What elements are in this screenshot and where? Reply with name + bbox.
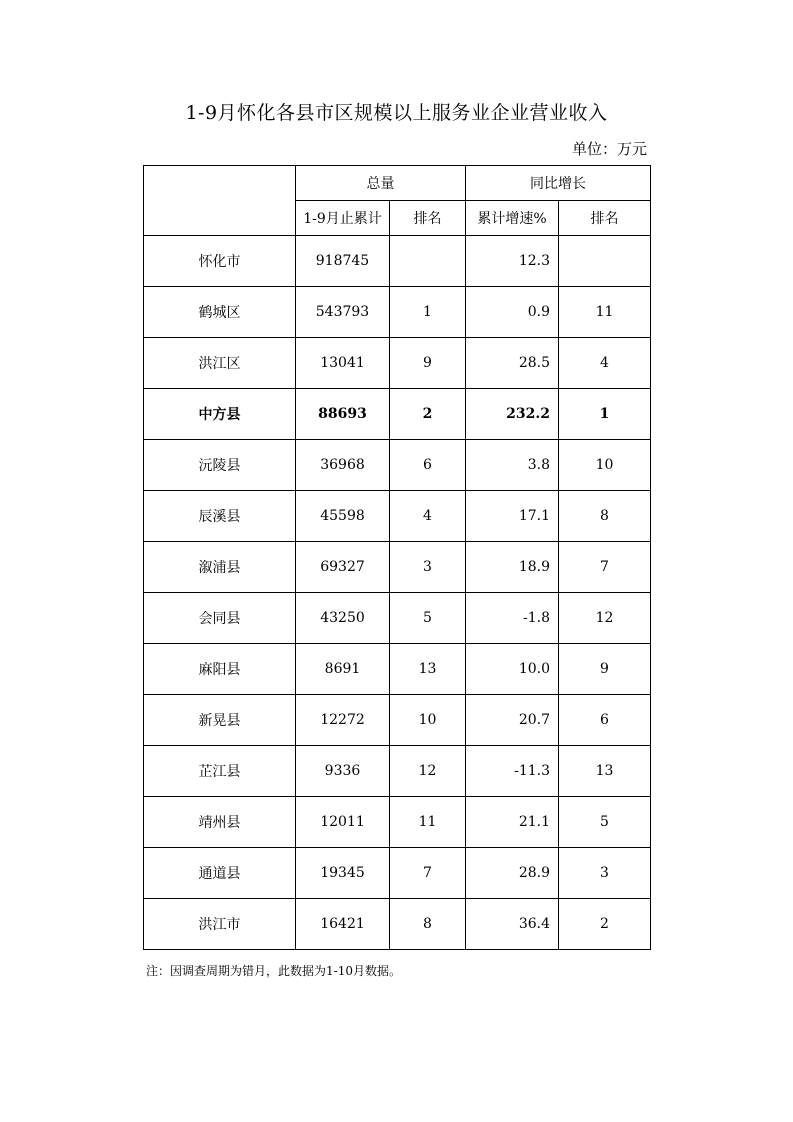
region-name: 芷江县	[144, 746, 296, 797]
total-rank: 2	[390, 389, 466, 440]
growth-rank: 2	[559, 899, 651, 950]
region-name: 洪江区	[144, 338, 296, 389]
total-value: 8691	[296, 644, 390, 695]
region-name: 溆浦县	[144, 542, 296, 593]
region-name: 通道县	[144, 848, 296, 899]
total-rank: 8	[390, 899, 466, 950]
total-rank: 6	[390, 440, 466, 491]
table-row	[144, 899, 651, 950]
growth-rank: 1	[559, 389, 651, 440]
page-title: 1-9月怀化各县市区规模以上服务业企业营业收入	[185, 102, 608, 124]
growth-value: -1.8	[466, 593, 559, 644]
total-value: 543793	[296, 287, 390, 338]
table-row	[144, 440, 651, 491]
growth-rank: 12	[559, 593, 651, 644]
table-row	[144, 236, 651, 287]
growth-value: -11.3	[466, 746, 559, 797]
total-rank	[390, 236, 466, 287]
growth-value: 232.2	[466, 389, 559, 440]
growth-value: 18.9	[466, 542, 559, 593]
header-row-1	[144, 166, 651, 201]
total-rank: 5	[390, 593, 466, 644]
total-value: 918745	[296, 236, 390, 287]
region-name: 中方县	[144, 389, 296, 440]
total-rank: 10	[390, 695, 466, 746]
total-rank: 1	[390, 287, 466, 338]
region-name: 会同县	[144, 593, 296, 644]
total-rank: 4	[390, 491, 466, 542]
growth-value: 21.1	[466, 797, 559, 848]
total-value: 12011	[296, 797, 390, 848]
total-value: 13041	[296, 338, 390, 389]
region-name: 沅陵县	[144, 440, 296, 491]
growth-rank: 4	[559, 338, 651, 389]
growth-value: 36.4	[466, 899, 559, 950]
table-row	[144, 542, 651, 593]
total-value: 43250	[296, 593, 390, 644]
growth-rank: 7	[559, 542, 651, 593]
growth-value: 28.9	[466, 848, 559, 899]
total-rank: 3	[390, 542, 466, 593]
growth-value: 28.5	[466, 338, 559, 389]
region-name: 洪江市	[144, 899, 296, 950]
total-value: 45598	[296, 491, 390, 542]
table-row-highlighted	[144, 389, 651, 440]
growth-rank: 8	[559, 491, 651, 542]
table-row	[144, 644, 651, 695]
header-rank-total: 排名	[390, 201, 466, 236]
growth-rank: 11	[559, 287, 651, 338]
table-row	[144, 797, 651, 848]
growth-value: 0.9	[466, 287, 559, 338]
region-name: 麻阳县	[144, 644, 296, 695]
growth-rank: 13	[559, 746, 651, 797]
growth-value: 3.8	[466, 440, 559, 491]
growth-rank: 5	[559, 797, 651, 848]
table-row	[144, 593, 651, 644]
header-total: 总量	[296, 166, 466, 201]
total-value: 36968	[296, 440, 390, 491]
total-value: 9336	[296, 746, 390, 797]
growth-value: 10.0	[466, 644, 559, 695]
table-row	[144, 338, 651, 389]
table-row	[144, 746, 651, 797]
total-rank: 13	[390, 644, 466, 695]
growth-rank: 6	[559, 695, 651, 746]
growth-rank: 3	[559, 848, 651, 899]
table-row	[144, 848, 651, 899]
revenue-table	[143, 165, 651, 950]
growth-value: 12.3	[466, 236, 559, 287]
table-row	[144, 491, 651, 542]
total-value: 12272	[296, 695, 390, 746]
region-name: 鹤城区	[144, 287, 296, 338]
total-rank: 12	[390, 746, 466, 797]
region-name: 怀化市	[144, 236, 296, 287]
growth-value: 20.7	[466, 695, 559, 746]
unit-label: 单位：万元	[571, 140, 647, 158]
total-value: 69327	[296, 542, 390, 593]
table-row	[144, 287, 651, 338]
total-rank: 9	[390, 338, 466, 389]
header-rank-growth: 排名	[559, 201, 651, 236]
header-growth-rate: 累计增速%	[466, 201, 559, 236]
total-value: 16421	[296, 899, 390, 950]
header-growth: 同比增长	[466, 166, 651, 201]
total-rank: 7	[390, 848, 466, 899]
region-name: 辰溪县	[144, 491, 296, 542]
growth-value: 17.1	[466, 491, 559, 542]
total-value: 88693	[296, 389, 390, 440]
table-row	[144, 695, 651, 746]
total-value: 19345	[296, 848, 390, 899]
region-name: 靖州县	[144, 797, 296, 848]
growth-rank	[559, 236, 651, 287]
growth-rank: 10	[559, 440, 651, 491]
footnote: 注：因调查周期为错月，此数据为1-10月数据。	[146, 964, 401, 978]
region-name: 新晃县	[144, 695, 296, 746]
growth-rank: 9	[559, 644, 651, 695]
header-blank-cell	[144, 166, 296, 236]
total-rank: 11	[390, 797, 466, 848]
header-cumulative: 1-9月止累计	[296, 201, 390, 236]
